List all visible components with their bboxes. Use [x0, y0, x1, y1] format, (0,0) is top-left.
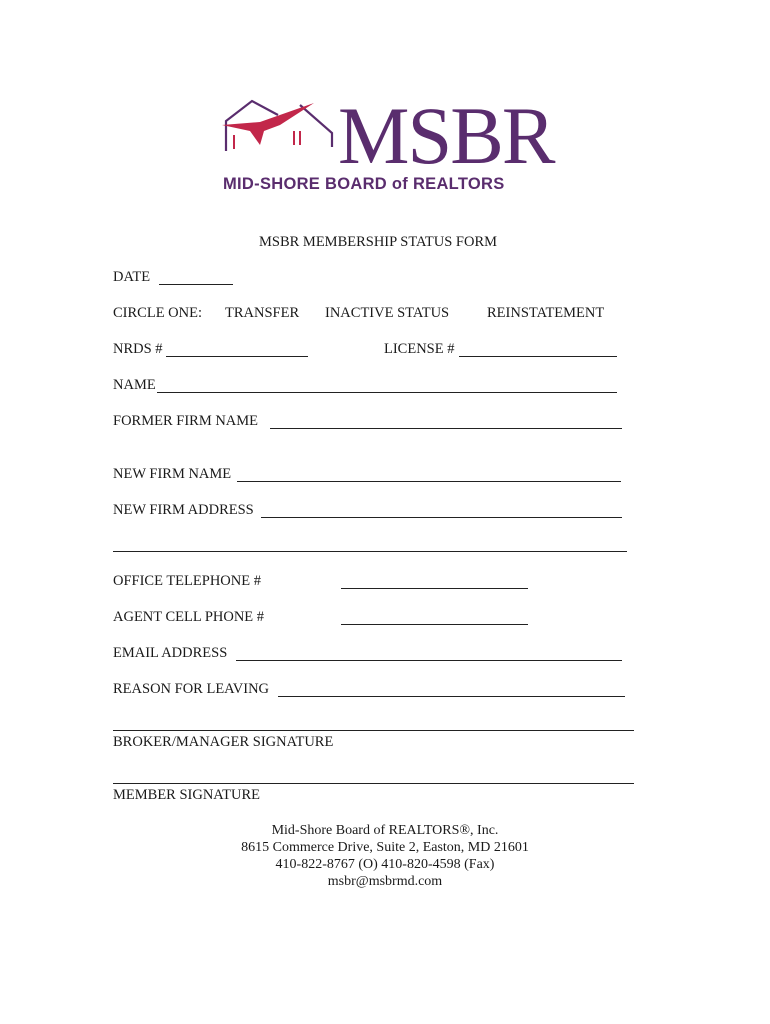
office-phone-field[interactable]: [341, 588, 528, 589]
logo-subtitle: MID-SHORE BOARD of REALTORS: [223, 175, 505, 193]
circle-one-label: CIRCLE ONE:: [113, 305, 203, 321]
new-firm-address-field[interactable]: [261, 517, 622, 518]
reason-label: REASON FOR LEAVING: [113, 681, 270, 697]
reason-field[interactable]: [278, 696, 625, 697]
footer-phones: 410-822-8767 (O) 410-820-4598 (Fax): [275, 857, 495, 872]
footer-address: 8615 Commerce Drive, Suite 2, Easton, MD 21601: [241, 840, 529, 855]
msbr-logo: [220, 90, 554, 197]
date-label: DATE: [113, 269, 151, 285]
agent-cell-label: AGENT CELL PHONE #: [113, 609, 265, 625]
new-firm-field[interactable]: [237, 481, 621, 482]
new-firm-label: NEW FIRM NAME: [113, 466, 232, 482]
office-phone-label: OFFICE TELEPHONE #: [113, 573, 261, 589]
logo-wordmark: MSBR: [338, 90, 554, 181]
former-firm-label: FORMER FIRM NAME: [113, 413, 259, 429]
option-inactive-status[interactable]: INACTIVE STATUS: [325, 305, 450, 321]
member-signature-label: MEMBER SIGNATURE: [113, 787, 261, 803]
form-title: MSBR MEMBERSHIP STATUS FORM: [259, 234, 498, 250]
nrds-field[interactable]: [166, 356, 308, 357]
broker-signature-field[interactable]: [113, 730, 634, 731]
new-firm-address-label: NEW FIRM ADDRESS: [113, 502, 254, 518]
license-field[interactable]: [459, 356, 617, 357]
house-roof-plane-icon: [220, 95, 350, 157]
option-transfer[interactable]: TRANSFER: [225, 305, 300, 321]
name-field[interactable]: [157, 392, 617, 393]
email-field[interactable]: [236, 660, 622, 661]
date-field[interactable]: [159, 284, 233, 285]
former-firm-field[interactable]: [270, 428, 622, 429]
agent-cell-field[interactable]: [341, 624, 528, 625]
license-label: LICENSE #: [384, 341, 455, 357]
broker-signature-label: BROKER/MANAGER SIGNATURE: [113, 734, 334, 750]
name-label: NAME: [113, 377, 156, 393]
new-firm-address-field-2[interactable]: [113, 551, 627, 552]
footer-org: Mid-Shore Board of REALTORS®, Inc.: [271, 823, 499, 838]
email-label: EMAIL ADDRESS: [113, 645, 228, 661]
footer-email[interactable]: msbr@msbrmd.com: [327, 874, 443, 889]
member-signature-field[interactable]: [113, 783, 634, 784]
option-reinstatement[interactable]: REINSTATEMENT: [487, 305, 605, 321]
nrds-label: NRDS #: [113, 341, 163, 357]
